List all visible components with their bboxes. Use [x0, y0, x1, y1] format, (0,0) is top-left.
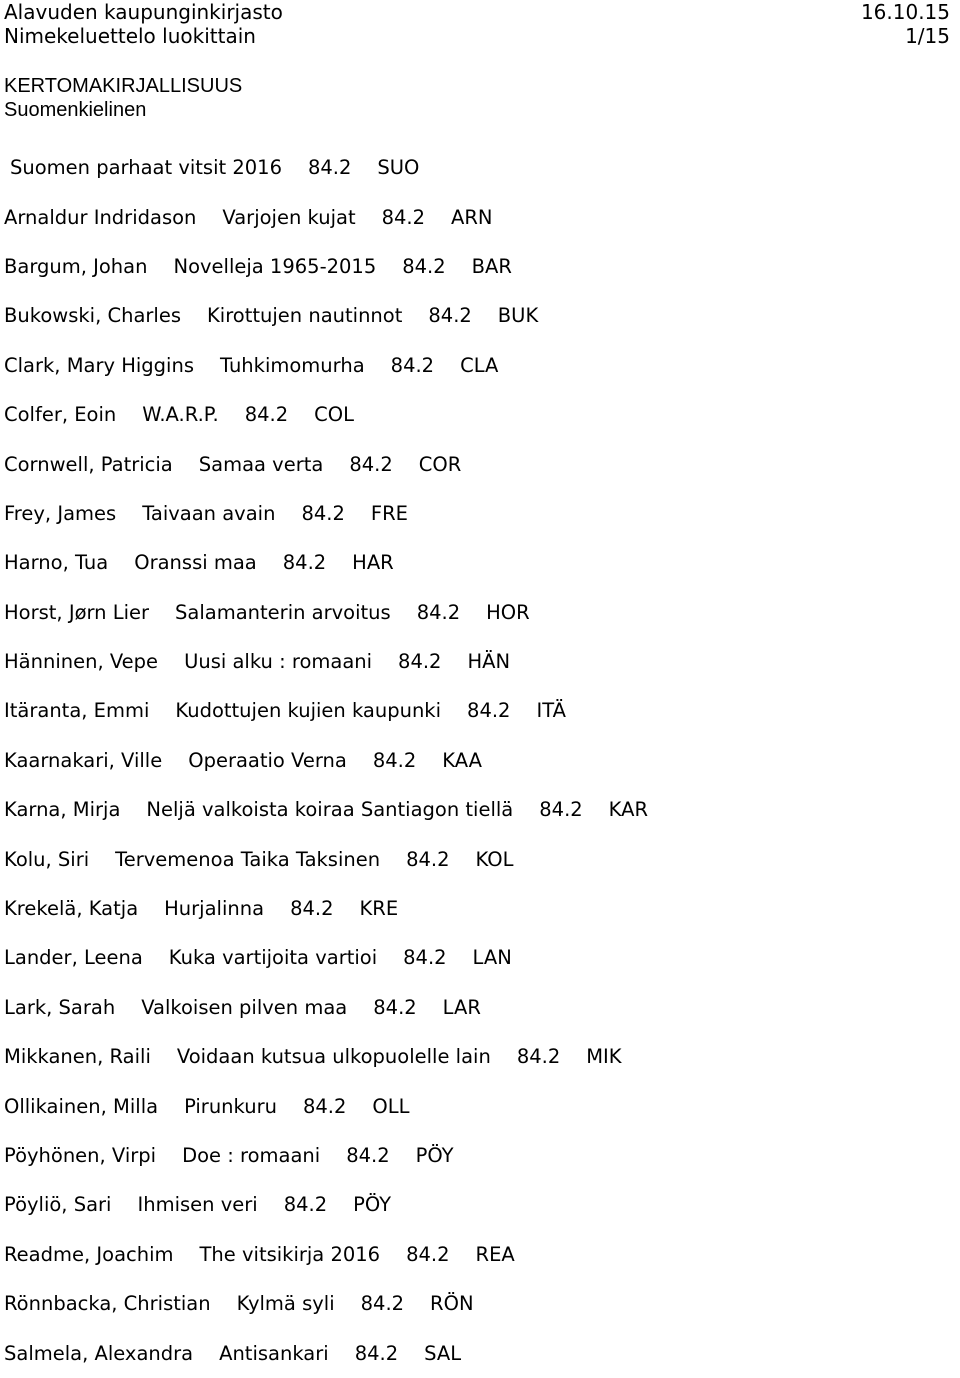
entry-title: Kylmä syli	[236, 1292, 335, 1316]
entry-title: Varjojen kujat	[222, 205, 356, 229]
entry-class: 84.2	[539, 798, 583, 822]
entry-code: OLL	[372, 1094, 410, 1118]
list-item	[4, 291, 960, 340]
entry-class: 84.2	[307, 156, 352, 180]
entry-code: CLA	[460, 353, 499, 377]
entry-title: Salamanterin arvoitus	[175, 600, 391, 624]
entry-title: Uusi alku : romaani	[184, 650, 373, 674]
entry-author: Bargum, Johan	[4, 254, 148, 278]
entry-class: 84.2	[282, 551, 327, 575]
entry-author: Kolu, Siri	[4, 847, 90, 871]
entry-class: 84.2	[416, 600, 461, 624]
entry-title: Pirunkuru	[184, 1094, 277, 1118]
header-row-1	[4, 0, 950, 24]
entry-author: Ollikainen, Milla	[4, 1094, 159, 1118]
list-item	[4, 834, 960, 883]
list-item	[4, 143, 960, 192]
list-item	[4, 686, 960, 735]
entry-code: BAR	[471, 254, 512, 278]
entry-author: Kaarnakari, Ville	[4, 748, 163, 772]
title-list	[4, 143, 960, 1378]
entry-author: Itäranta, Emmi	[4, 699, 150, 723]
entry-author: Clark, Mary Higgins	[4, 353, 194, 377]
entry-class: 84.2	[406, 847, 450, 871]
entry-class: 84.2	[398, 650, 442, 674]
entry-title: Kuka vartijoita vartioi	[168, 946, 378, 970]
entry-author: Colfer, Eoin	[4, 403, 117, 427]
entry-title: Voidaan kutsua ulkopuolelle lain	[176, 1045, 491, 1069]
entry-title: Taivaan avain	[142, 501, 276, 525]
entry-class: 84.2	[290, 897, 334, 921]
entry-code: HÄN	[467, 650, 511, 674]
entry-class: 84.2	[349, 452, 393, 476]
entry-class: 84.2	[516, 1045, 561, 1069]
entry-class: 84.2	[301, 501, 345, 525]
entry-code: KRE	[359, 897, 399, 921]
entry-class: 84.2	[390, 353, 435, 377]
entry-code: SAL	[424, 1341, 462, 1365]
entry-code: PÖY	[415, 1144, 454, 1167]
list-item	[4, 439, 960, 488]
entry-class: 84.2	[346, 1144, 390, 1167]
list-item	[4, 390, 960, 439]
entry-title: Tervemenoa Taika Taksinen	[115, 847, 381, 871]
list-item	[4, 1081, 960, 1130]
list-item	[4, 884, 960, 933]
entry-author: Frey, James	[4, 501, 117, 525]
entry-author: Pöyliö, Sari	[4, 1193, 112, 1217]
entry-class: 84.2	[403, 946, 447, 970]
entry-author: Pöyhönen, Virpi	[4, 1144, 157, 1167]
entry-title: Valkoisen pilven maa	[141, 995, 348, 1019]
entry-code: COR	[418, 452, 462, 476]
list-item	[4, 1230, 960, 1279]
entry-author: Readme, Joachim	[4, 1242, 174, 1266]
entry-code: SUO	[377, 156, 420, 180]
entry-title: W.A.R.P.	[142, 403, 219, 427]
entry-class: 84.2	[406, 1242, 450, 1266]
list-item	[4, 736, 960, 785]
entry-code: BUK	[497, 304, 539, 328]
entry-title: Kirottujen nautinnot	[207, 304, 403, 328]
entry-title: Hurjalinna	[164, 897, 265, 921]
entry-code: MIK	[586, 1045, 622, 1069]
list-item	[4, 489, 960, 538]
entry-code: KAR	[608, 798, 649, 822]
entry-class: 84.2	[373, 995, 417, 1019]
list-item	[4, 1180, 960, 1229]
entry-title: Kudottujen kujien kaupunki	[175, 699, 442, 723]
header-row-2	[4, 24, 950, 48]
entry-author: Bukowski, Charles	[4, 304, 181, 328]
list-item	[4, 192, 960, 241]
page-number: 1/15	[905, 24, 950, 48]
list-item	[4, 1328, 960, 1377]
entry-class: 84.2	[428, 304, 472, 328]
entry-class: 84.2	[402, 254, 446, 278]
entry-code: KOL	[475, 847, 514, 871]
entry-class: 84.2	[283, 1193, 328, 1217]
list-item	[4, 1032, 960, 1081]
entry-author: Mikkanen, Raili	[4, 1045, 151, 1069]
entry-author: Karna, Mirja	[4, 798, 121, 822]
entry-author: Arnaldur Indridason	[4, 205, 197, 229]
list-item	[4, 341, 960, 390]
list-item	[4, 588, 960, 637]
entry-code: HOR	[486, 600, 530, 624]
entry-title: Antisankari	[219, 1341, 329, 1365]
entry-title: Samaa verta	[198, 452, 324, 476]
report-date: 16.10.15	[860, 0, 950, 24]
entry-title: Doe : romaani	[182, 1144, 321, 1167]
entry-code: LAR	[442, 995, 481, 1019]
entry-code: REA	[475, 1242, 515, 1266]
entry-code: RÖN	[430, 1292, 474, 1316]
list-item	[4, 983, 960, 1032]
entry-title: The vitsikirja 2016	[199, 1242, 381, 1266]
entry-class: 84.2	[467, 699, 511, 723]
entry-author: Harno, Tua	[4, 551, 109, 575]
entry-author: Horst, Jørn Lier	[4, 600, 150, 624]
entry-author: Salmela, Alexandra	[4, 1341, 194, 1365]
list-item	[4, 637, 960, 686]
entry-code: ITÄ	[536, 699, 566, 723]
entry-code: FRE	[370, 501, 408, 525]
entry-code: KAA	[442, 748, 482, 772]
entry-title: Novelleja 1965-2015	[173, 254, 377, 278]
entry-code: PÖY	[353, 1193, 392, 1217]
list-item	[4, 1131, 960, 1180]
entry-code: HAR	[352, 551, 394, 575]
entry-title: Oranssi maa	[134, 551, 257, 575]
entry-author: Lander, Leena	[4, 946, 143, 970]
entry-author: Krekelä, Katja	[4, 897, 139, 921]
entry-title: Operaatio Verna	[188, 748, 347, 772]
entry-class: 84.2	[354, 1341, 399, 1365]
list-item	[4, 538, 960, 587]
list-item	[4, 1279, 960, 1328]
entry-title: Tuhkimomurha	[220, 353, 365, 377]
entry-class: 84.2	[372, 748, 417, 772]
list-item	[4, 242, 960, 291]
list-item	[4, 785, 960, 834]
entry-author: Cornwell, Patricia	[4, 452, 173, 476]
section-genre: KERTOMAKIRJALLISUUS	[4, 75, 243, 97]
entry-class: 84.2	[302, 1094, 347, 1118]
entry-class: 84.2	[381, 205, 426, 229]
entry-author: Lark, Sarah	[4, 995, 116, 1019]
list-item	[4, 933, 960, 982]
entry-title: Ihmisen veri	[137, 1193, 258, 1217]
entry-title: Suomen parhaat vitsit 2016	[10, 156, 282, 180]
report-title: Nimekeluettelo luokittain	[4, 24, 256, 48]
entry-title: Neljä valkoista koiraa Santiagon tiellä	[146, 798, 514, 822]
entry-author: Hänninen, Vepe	[4, 650, 159, 674]
entry-code: LAN	[472, 946, 512, 970]
entry-class: 84.2	[360, 1292, 405, 1316]
entry-code: COL	[314, 403, 354, 427]
library-name: Alavuden kaupunginkirjasto	[4, 0, 283, 24]
section-language: Suomenkielinen	[4, 99, 147, 121]
entry-author: Rönnbacka, Christian	[4, 1292, 211, 1316]
entry-code: ARN	[451, 205, 493, 229]
entry-class: 84.2	[244, 403, 289, 427]
